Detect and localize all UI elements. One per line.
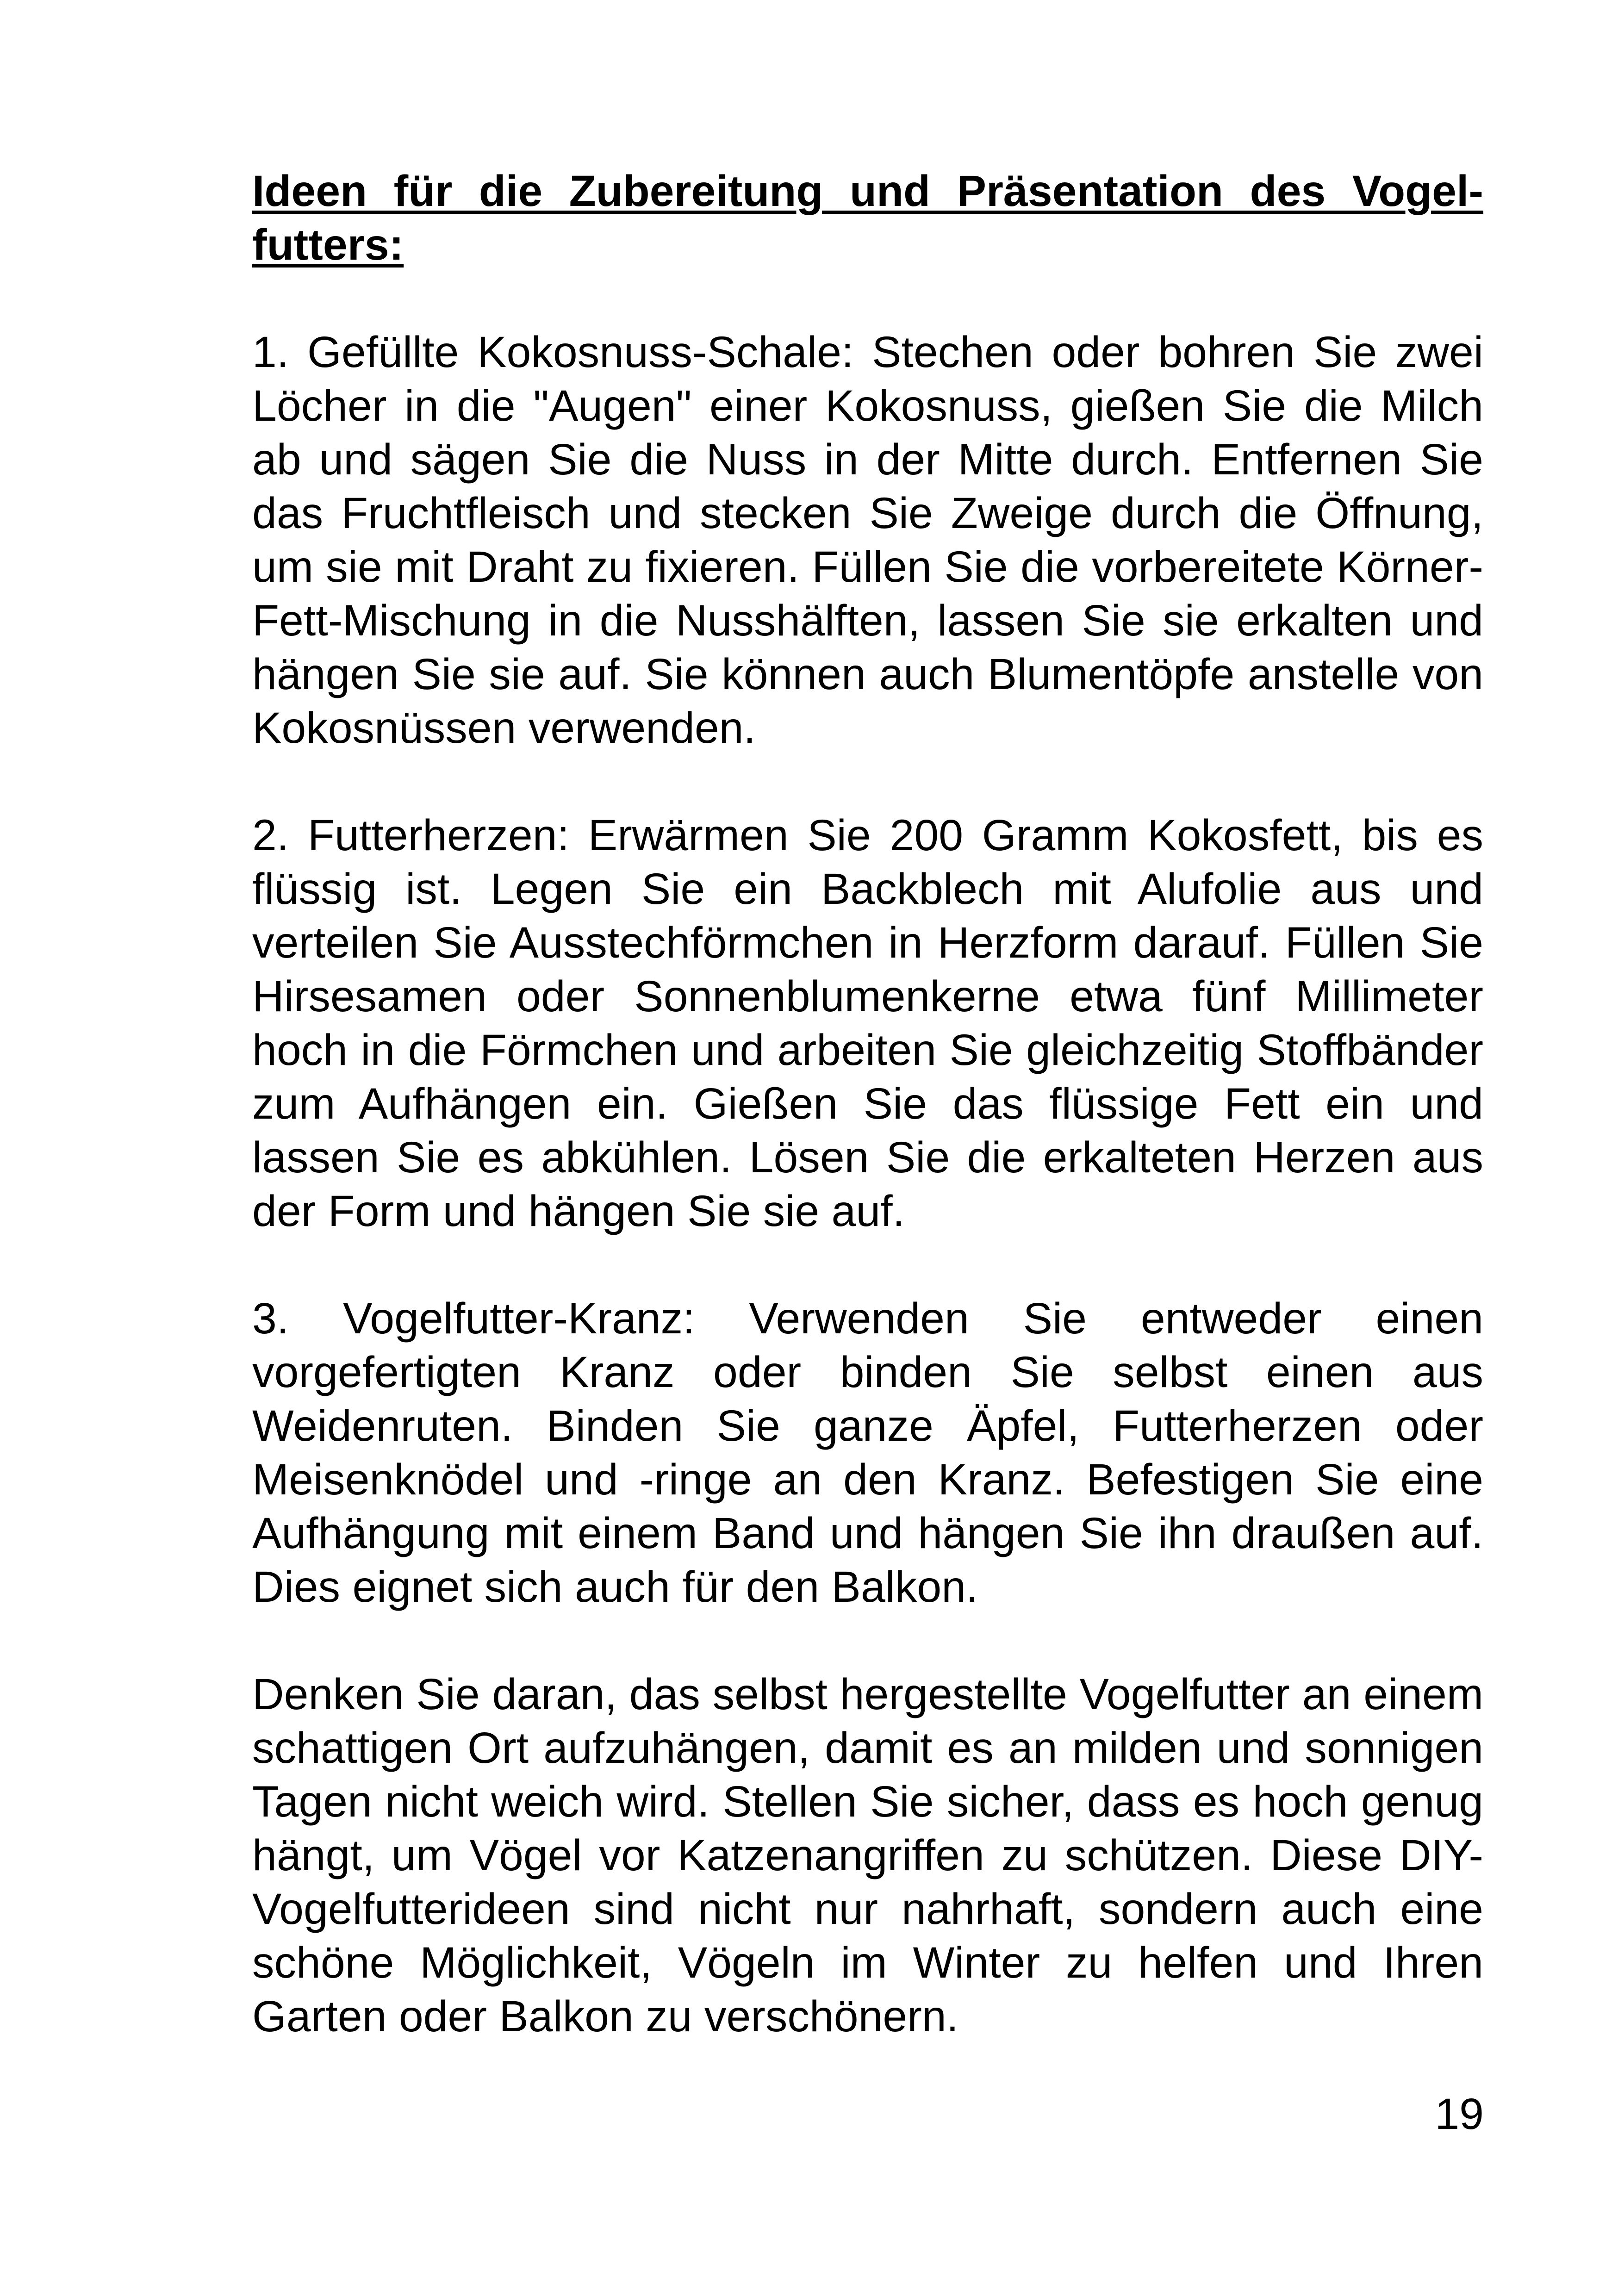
paragraph-feed-wreath: 3. Vogelfutter-Kranz: Verwenden Sie entweder einen vorgefertigten Kranz oder binden Sie selbst einen aus Weidenruten. Binden Sie ganze Äpfel, Futterherzen oder Meisenknödel und -ringe an den Kranz. Befestigen Sie eine Aufhängung mit einem Band und hängen Sie ihn draußen auf. Dies eignet sich auch für den Balkon. (252, 1294, 1483, 1612)
paragraph-feed-hearts: 2. Futterherzen: Erwärmen Sie 200 Gramm Kokosfett, bis es flüssig ist. Legen Sie ein Backblech mit Alufolie aus und verteilen Sie Ausstechförmchen in Herzform darauf. Füllen Sie Hirsesamen oder Sonnenblumenkerne etwa fünf Millimeter hoch in die Förmchen und arbeiten Sie gleichzeitig Stoffbänder zum Aufhängen ein. Gießen Sie das flüssige Fett ein und lassen Sie es abkühlen. Lösen Sie die erkalteten Herzen aus der Form und hängen Sie sie auf. (252, 811, 1483, 1236)
page-content (252, 164, 1483, 2043)
section-heading: Ideen für die Zubereitung und Präsentation des Vogel-futters: (252, 167, 1483, 269)
paragraph-closing-note: Denken Sie daran, das selbst hergestellte Vogelfutter an einem schattigen Ort aufzuhängen, damit es an milden und sonnigen Tagen nicht weich wird. Stellen Sie sicher, dass es hoch genug hängt, um Vögel vor Katzenangriffen zu schützen. Diese DIY-Vogelfutterideen sind nicht nur nahrhaft, sondern auch eine schöne Möglichkeit, Vögeln im Winter zu helfen und Ihren Garten oder Balkon zu verschönern. (252, 1670, 1483, 2041)
paragraph-coconut-shell: 1. Gefüllte Kokosnuss-Schale: Stechen oder bohren Sie zwei Löcher in die "Augen" einer Kokosnuss, gießen Sie die Milch ab und sägen Sie die Nuss in der Mitte durch. Entfernen Sie das Fruchtfleisch und stecken Sie Zweige durch die Öffnung, um sie mit Draht zu fixieren. Füllen Sie die vorbereitete Körner-Fett-Mischung in die Nusshälften, lassen Sie sie erkalten und hängen Sie sie auf. Sie können auch Blumentöpfe anstelle von Kokosnüssen verwenden. (252, 328, 1483, 753)
page-number: 19 (1435, 2090, 1484, 2139)
